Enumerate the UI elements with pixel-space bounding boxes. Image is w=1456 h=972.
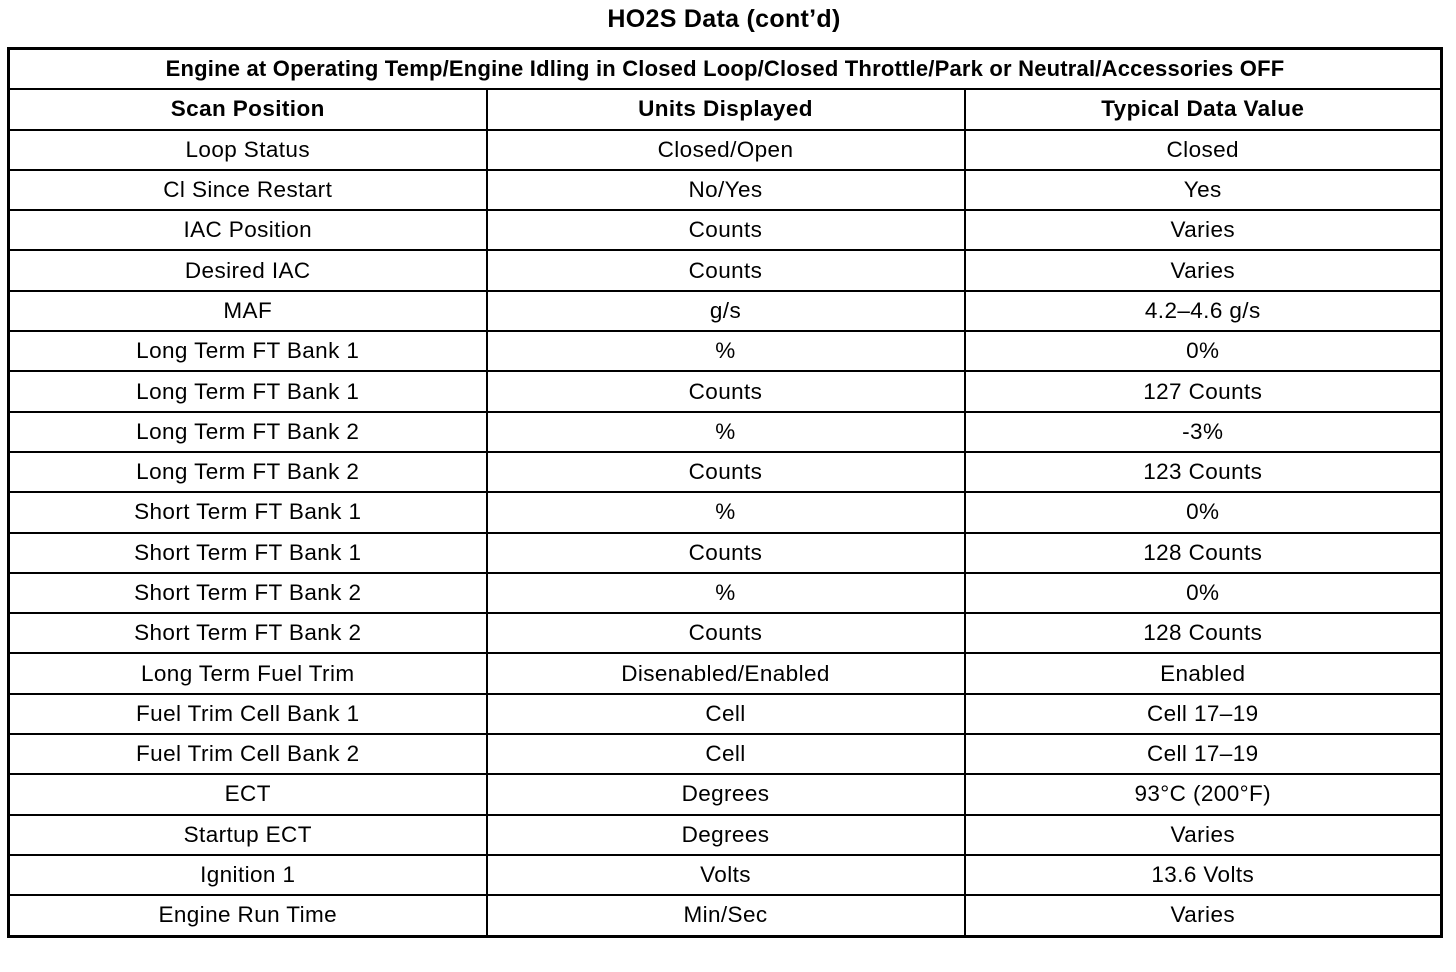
column-header-row bbox=[9, 89, 1442, 129]
cell-typical-data-value: 0% bbox=[965, 573, 1442, 613]
table-row bbox=[9, 815, 1442, 855]
cell-scan-position: Long Term FT Bank 2 bbox=[9, 452, 487, 492]
table-row bbox=[9, 613, 1442, 653]
cell-scan-position: Cl Since Restart bbox=[9, 170, 487, 210]
cell-scan-position: Ignition 1 bbox=[9, 855, 487, 895]
cell-typical-data-value: 123 Counts bbox=[965, 452, 1442, 492]
table-row bbox=[9, 533, 1442, 573]
cell-scan-position: Short Term FT Bank 1 bbox=[9, 533, 487, 573]
cell-units-displayed: % bbox=[487, 412, 965, 452]
table-row bbox=[9, 694, 1442, 734]
cell-typical-data-value: 93°C (200°F) bbox=[965, 774, 1442, 814]
table-row bbox=[9, 170, 1442, 210]
table-row bbox=[9, 774, 1442, 814]
cell-units-displayed: Counts bbox=[487, 371, 965, 411]
cell-typical-data-value: 13.6 Volts bbox=[965, 855, 1442, 895]
table-head bbox=[9, 49, 1442, 130]
cell-typical-data-value: Cell 17–19 bbox=[965, 734, 1442, 774]
table-row bbox=[9, 331, 1442, 371]
table-row bbox=[9, 492, 1442, 532]
cell-units-displayed: % bbox=[487, 573, 965, 613]
cell-typical-data-value: Varies bbox=[965, 250, 1442, 290]
cell-units-displayed: Closed/Open bbox=[487, 130, 965, 170]
cell-units-displayed: No/Yes bbox=[487, 170, 965, 210]
table-row bbox=[9, 371, 1442, 411]
cell-scan-position: Long Term FT Bank 1 bbox=[9, 331, 487, 371]
column-header-scan-position: Scan Position bbox=[9, 89, 487, 129]
condition-header: Engine at Operating Temp/Engine Idling in Closed Loop/Closed Throttle/Park or Neutral/Accessories OFF bbox=[9, 49, 1442, 90]
cell-typical-data-value: Varies bbox=[965, 895, 1442, 936]
cell-typical-data-value: Varies bbox=[965, 210, 1442, 250]
cell-scan-position: ECT bbox=[9, 774, 487, 814]
column-header-units-displayed: Units Displayed bbox=[487, 89, 965, 129]
page-title: HO2S Data (cont’d) bbox=[607, 5, 841, 33]
table-row bbox=[9, 573, 1442, 613]
cell-scan-position: Short Term FT Bank 1 bbox=[9, 492, 487, 532]
cell-scan-position: Desired IAC bbox=[9, 250, 487, 290]
cell-units-displayed: Counts bbox=[487, 452, 965, 492]
table-body bbox=[9, 130, 1442, 936]
table-row bbox=[9, 250, 1442, 290]
table-row bbox=[9, 291, 1442, 331]
cell-scan-position: Short Term FT Bank 2 bbox=[9, 613, 487, 653]
table-row bbox=[9, 653, 1442, 693]
cell-units-displayed: % bbox=[487, 331, 965, 371]
cell-units-displayed: Counts bbox=[487, 250, 965, 290]
cell-units-displayed: Cell bbox=[487, 734, 965, 774]
cell-units-displayed: Min/Sec bbox=[487, 895, 965, 936]
cell-scan-position: Startup ECT bbox=[9, 815, 487, 855]
cell-typical-data-value: Cell 17–19 bbox=[965, 694, 1442, 734]
cell-typical-data-value: Yes bbox=[965, 170, 1442, 210]
cell-scan-position: Long Term FT Bank 1 bbox=[9, 371, 487, 411]
table-row bbox=[9, 895, 1442, 936]
cell-scan-position: Loop Status bbox=[9, 130, 487, 170]
cell-scan-position: MAF bbox=[9, 291, 487, 331]
cell-units-displayed: Counts bbox=[487, 533, 965, 573]
cell-units-displayed: Cell bbox=[487, 694, 965, 734]
cell-typical-data-value: 0% bbox=[965, 492, 1442, 532]
table-row bbox=[9, 130, 1442, 170]
cell-typical-data-value: -3% bbox=[965, 412, 1442, 452]
cell-typical-data-value: 0% bbox=[965, 331, 1442, 371]
cell-scan-position: IAC Position bbox=[9, 210, 487, 250]
table-row bbox=[9, 412, 1442, 452]
cell-typical-data-value: Varies bbox=[965, 815, 1442, 855]
cell-scan-position: Engine Run Time bbox=[9, 895, 487, 936]
cell-scan-position: Long Term Fuel Trim bbox=[9, 653, 487, 693]
cell-units-displayed: Counts bbox=[487, 613, 965, 653]
cell-units-displayed: % bbox=[487, 492, 965, 532]
cell-typical-data-value: 128 Counts bbox=[965, 613, 1442, 653]
condition-row bbox=[9, 49, 1442, 90]
cell-typical-data-value: 128 Counts bbox=[965, 533, 1442, 573]
cell-typical-data-value: Closed bbox=[965, 130, 1442, 170]
ho2s-data-table bbox=[7, 47, 1443, 938]
cell-units-displayed: Counts bbox=[487, 210, 965, 250]
cell-units-displayed: Disenabled/Enabled bbox=[487, 653, 965, 693]
cell-scan-position: Fuel Trim Cell Bank 2 bbox=[9, 734, 487, 774]
cell-units-displayed: Volts bbox=[487, 855, 965, 895]
cell-units-displayed: g/s bbox=[487, 291, 965, 331]
cell-units-displayed: Degrees bbox=[487, 815, 965, 855]
cell-units-displayed: Degrees bbox=[487, 774, 965, 814]
cell-scan-position: Long Term FT Bank 2 bbox=[9, 412, 487, 452]
cell-scan-position: Fuel Trim Cell Bank 1 bbox=[9, 694, 487, 734]
table-row bbox=[9, 210, 1442, 250]
cell-scan-position: Short Term FT Bank 2 bbox=[9, 573, 487, 613]
table-row bbox=[9, 734, 1442, 774]
cell-typical-data-value: 4.2–4.6 g/s bbox=[965, 291, 1442, 331]
table-row bbox=[9, 452, 1442, 492]
column-header-typical-data-value: Typical Data Value bbox=[965, 89, 1442, 129]
table-row bbox=[9, 855, 1442, 895]
cell-typical-data-value: 127 Counts bbox=[965, 371, 1442, 411]
cell-typical-data-value: Enabled bbox=[965, 653, 1442, 693]
